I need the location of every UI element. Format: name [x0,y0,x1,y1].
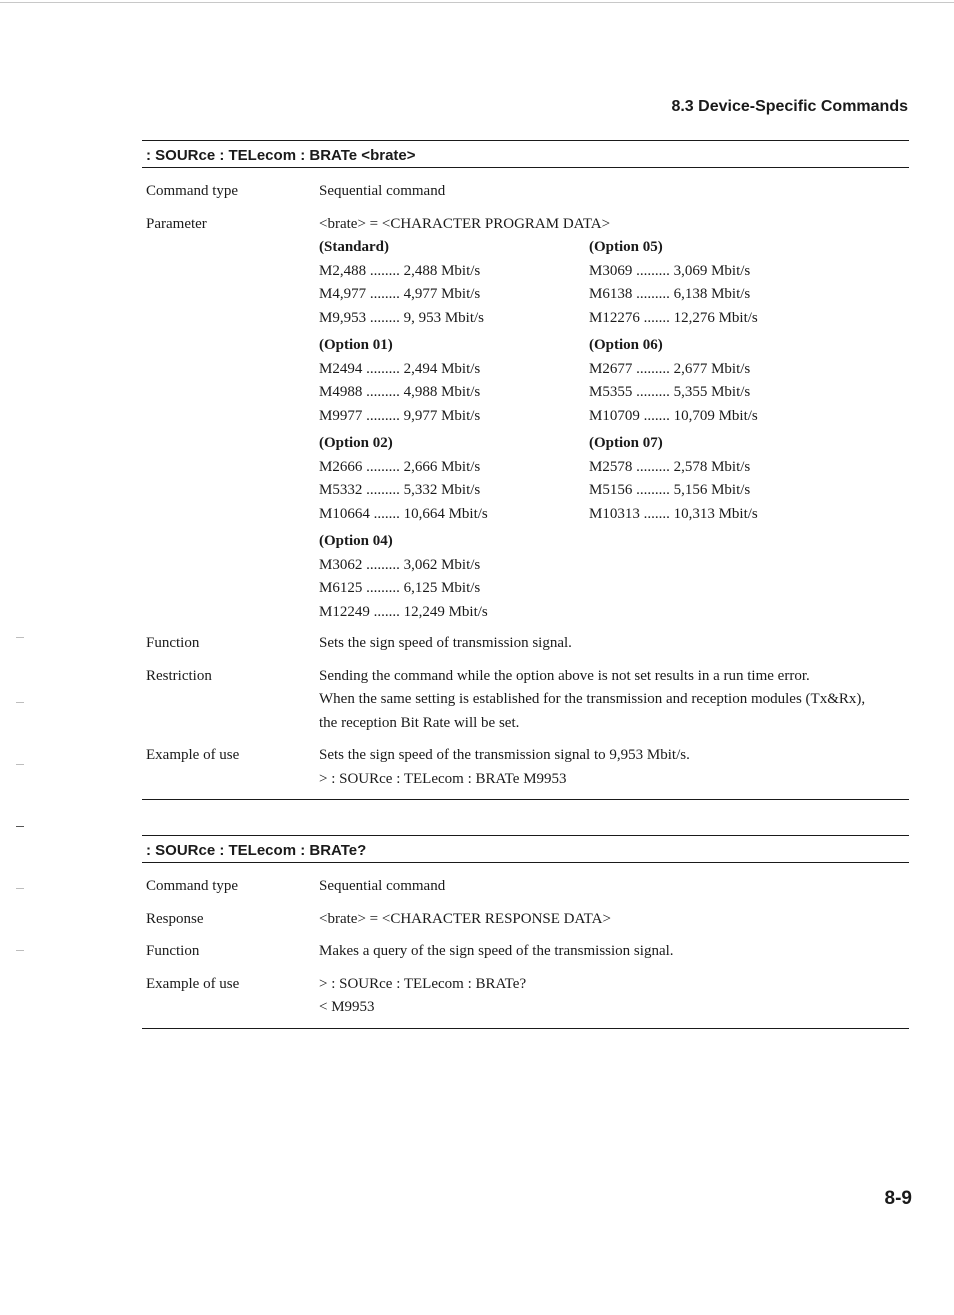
option-item: M4,977 ........ 4,977 Mbit/s [319,286,481,302]
field-value: Makes a query of the sign speed of the transmission signal. [319,943,674,959]
example-row [142,973,909,1020]
option-item: M12249 ....... 12,249 Mbit/s [319,603,488,620]
option-group [319,530,589,624]
option-item: M6125 ......... 6,125 Mbit/s [319,580,481,596]
field-label: Function [146,635,200,651]
margin-tick [16,764,24,765]
text-line: When the same setting is established for the transmission and reception modules (Tx&Rx), [319,691,866,707]
option-item: M3062 ......... 3,062 Mbit/s [319,556,481,573]
section-title: : SOURce : TELecom : BRATe? [142,835,909,863]
restriction-text [319,665,909,736]
restriction-row [142,665,909,736]
text-line: Sets the sign speed of the transmission signal to 9,953 Mbit/s. [319,747,690,763]
option-heading: (Option 04) [319,533,393,549]
option-heading: (Option 02) [319,435,393,451]
page-number: 8-9 [884,1188,912,1209]
function-row [142,940,909,964]
parameter-row [142,213,909,629]
field-value: Sequential command [319,183,446,199]
text-line: the reception Bit Rate will be set. [319,714,520,731]
response-row [142,908,909,932]
field-value: <brate> = <CHARACTER RESPONSE DATA> [319,910,611,927]
option-item: M9977 ......... 9,977 Mbit/s [319,407,481,424]
field-label: Parameter [146,215,207,232]
command-type-row [142,180,909,204]
text-line: Sending the command while the option above is not set results in a run time error. [319,667,810,684]
option-item: M4988 ......... 4,988 Mbit/s [319,384,481,400]
running-header: 8.3 Device-Specific Commands [671,98,908,115]
margin-tick [16,826,24,827]
option-group [589,334,859,428]
option-item: M5156 ......... 5,156 Mbit/s [589,482,751,498]
option-item: M9,953 ........ 9, 953 Mbit/s [319,309,485,326]
field-label: Command type [146,878,239,894]
parameter-definition: <brate> = <CHARACTER PROGRAM DATA> [319,215,611,232]
option-heading: (Standard) [319,239,390,255]
bitrate-option-grid [319,236,909,628]
command-section-brate [142,140,909,800]
command-section-brate-query [142,835,909,1029]
option-item: M2,488 ........ 2,488 Mbit/s [319,262,481,279]
field-value: Sets the sign speed of transmission signal. [319,635,572,651]
field-label: Example of use [146,975,240,992]
command-type-row [142,875,909,899]
option-item: M10313 ....... 10,313 Mbit/s [589,505,758,522]
parameter-value [319,213,909,629]
bitrate-column-left [319,236,589,628]
option-heading: (Option 06) [589,337,663,353]
text-line: < M9953 [319,999,375,1015]
option-item: M12276 ....... 12,276 Mbit/s [589,309,758,326]
field-label: Response [146,910,204,927]
example-text [319,973,909,1020]
field-label: Command type [146,183,239,199]
field-label: Example of use [146,747,240,763]
option-group [589,432,859,526]
example-text [319,744,909,791]
option-item: M2494 ......... 2,494 Mbit/s [319,360,481,377]
option-item: M2666 ......... 2,666 Mbit/s [319,458,481,475]
function-row [142,632,909,656]
section-end-rule [142,1028,909,1029]
option-group [589,236,859,330]
option-item: M2677 ......... 2,677 Mbit/s [589,360,751,377]
margin-tick [16,702,24,703]
option-item: M5332 ......... 5,332 Mbit/s [319,482,481,498]
option-item: M10709 ....... 10,709 Mbit/s [589,407,758,424]
option-group [319,236,589,330]
margin-tick [16,637,24,638]
top-rule [0,2,954,3]
option-heading: (Option 07) [589,435,663,451]
field-label: Function [146,943,200,959]
margin-tick [16,950,24,951]
bitrate-column-right [589,236,859,628]
option-item: M5355 ......... 5,355 Mbit/s [589,384,751,400]
field-value: Sequential command [319,878,446,894]
option-heading: (Option 01) [319,337,393,353]
option-group [319,432,589,526]
text-line: > : SOURce : TELecom : BRATe M9953 [319,770,567,787]
option-group [319,334,589,428]
option-item: M10664 ....... 10,664 Mbit/s [319,505,488,522]
section-end-rule [142,799,909,800]
option-item: M6138 ......... 6,138 Mbit/s [589,286,751,302]
option-heading: (Option 05) [589,239,663,255]
text-line: > : SOURce : TELecom : BRATe? [319,975,527,992]
option-item: M2578 ......... 2,578 Mbit/s [589,458,751,475]
section-title: : SOURce : TELecom : BRATe <brate> [142,140,909,168]
example-row [142,744,909,791]
field-label: Restriction [146,667,212,684]
margin-tick [16,888,24,889]
option-item: M3069 ......... 3,069 Mbit/s [589,262,751,279]
